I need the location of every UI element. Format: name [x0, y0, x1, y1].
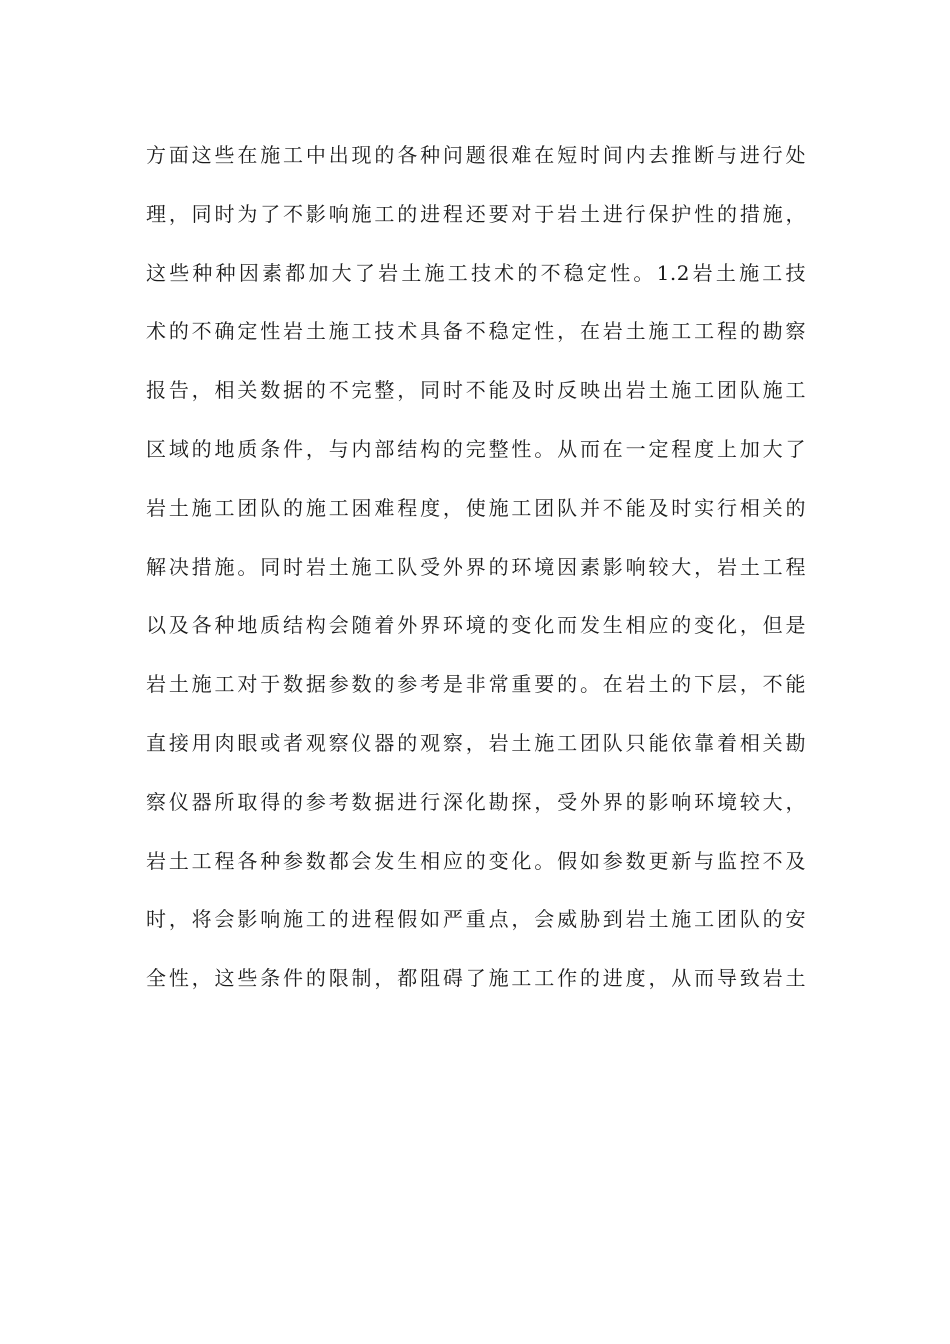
- text-line: 解决措施。同时岩土施工队受外界的环境因素影响较大，岩土工程: [146, 554, 806, 579]
- text-line: 以及各种地质结构会随着外界环境的变化而发生相应的变化，但是: [146, 613, 806, 638]
- text-line: 理，同时为了不影响施工的进程还要对于岩土进行保护性的措施，: [146, 201, 806, 226]
- text-line: 岩土施工团队的施工困难程度，使施工团队并不能及时实行相关的: [146, 495, 806, 520]
- text-line: 方面这些在施工中出现的各种问题很难在短时间内去推断与进行处: [146, 143, 806, 167]
- text-line: 岩土施工对于数据参数的参考是非常重要的。在岩土的下层，不能: [146, 672, 806, 697]
- text-line: 这些种种因素都加大了岩土施工技术的不稳定性。1.2岩土施工技: [146, 260, 806, 285]
- text-line: 全性，这些条件的限制，都阻碍了施工工作的进度，从而导致岩土: [146, 966, 806, 991]
- text-line: 区域的地质条件，与内部结构的完整性。从而在一定程度上加大了: [146, 436, 806, 461]
- text-line: 术的不确定性岩土施工技术具备不稳定性，在岩土施工工程的勘察: [146, 319, 806, 344]
- text-line: 直接用肉眼或者观察仪器的观察，岩土施工团队只能依靠着相关勘: [146, 730, 806, 755]
- text-line: 时，将会影响施工的进程假如严重点，会威胁到岩土施工团队的安: [146, 907, 806, 932]
- text-line: 察仪器所取得的参考数据进行深化勘探，受外界的影响环境较大，: [146, 789, 806, 814]
- body-text: [146, 133, 806, 1015]
- text-line: 报告，相关数据的不完整，同时不能及时反映出岩土施工团队施工: [146, 378, 806, 403]
- text-line: 岩土工程各种参数都会发生相应的变化。假如参数更新与监控不及: [146, 848, 806, 873]
